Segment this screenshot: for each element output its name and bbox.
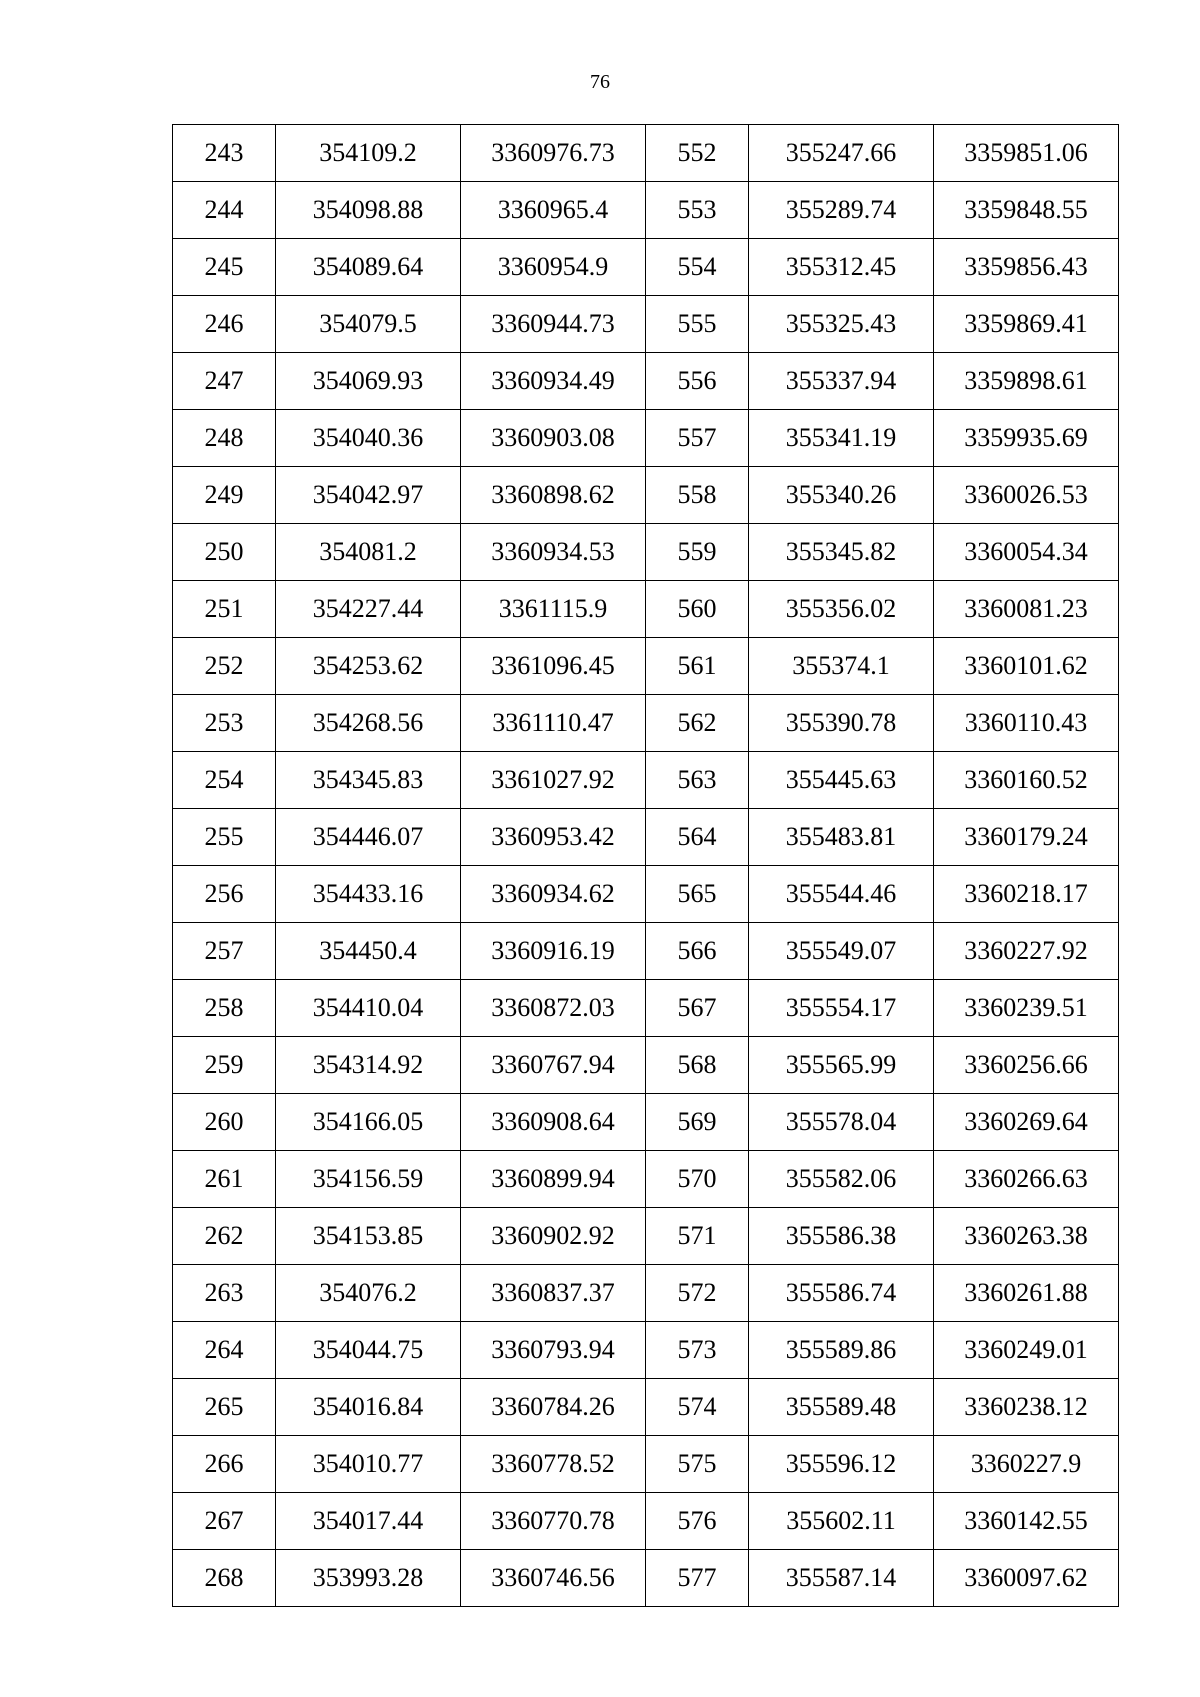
table-row — [173, 695, 1119, 752]
y-coordinate-cell: 3360081.23 — [934, 581, 1119, 638]
point-number-cell: 259 — [173, 1037, 276, 1094]
x-coordinate-cell: 354345.83 — [276, 752, 461, 809]
point-number-cell: 556 — [646, 353, 749, 410]
table-row — [173, 410, 1119, 467]
point-number-cell: 575 — [646, 1436, 749, 1493]
point-number-cell: 571 — [646, 1208, 749, 1265]
x-coordinate-cell: 355589.48 — [749, 1379, 934, 1436]
table-row — [173, 1094, 1119, 1151]
y-coordinate-cell: 3360898.62 — [461, 467, 646, 524]
y-coordinate-cell: 3361115.9 — [461, 581, 646, 638]
point-number-cell: 262 — [173, 1208, 276, 1265]
point-number-cell: 261 — [173, 1151, 276, 1208]
x-coordinate-cell: 355586.74 — [749, 1265, 934, 1322]
x-coordinate-cell: 355554.17 — [749, 980, 934, 1037]
y-coordinate-cell: 3360218.17 — [934, 866, 1119, 923]
point-number-cell: 563 — [646, 752, 749, 809]
x-coordinate-cell: 355587.14 — [749, 1550, 934, 1607]
y-coordinate-cell: 3360770.78 — [461, 1493, 646, 1550]
y-coordinate-cell: 3360249.01 — [934, 1322, 1119, 1379]
y-coordinate-cell: 3361027.92 — [461, 752, 646, 809]
point-number-cell: 562 — [646, 695, 749, 752]
table-row — [173, 524, 1119, 581]
x-coordinate-cell: 355247.66 — [749, 125, 934, 182]
point-number-cell: 245 — [173, 239, 276, 296]
x-coordinate-cell: 355596.12 — [749, 1436, 934, 1493]
x-coordinate-cell: 354156.59 — [276, 1151, 461, 1208]
table-row — [173, 752, 1119, 809]
y-coordinate-cell: 3360097.62 — [934, 1550, 1119, 1607]
table-row — [173, 467, 1119, 524]
y-coordinate-cell: 3360256.66 — [934, 1037, 1119, 1094]
y-coordinate-cell: 3360903.08 — [461, 410, 646, 467]
y-coordinate-cell: 3360899.94 — [461, 1151, 646, 1208]
x-coordinate-cell: 355356.02 — [749, 581, 934, 638]
y-coordinate-cell: 3360179.24 — [934, 809, 1119, 866]
y-coordinate-cell: 3359848.55 — [934, 182, 1119, 239]
point-number-cell: 574 — [646, 1379, 749, 1436]
y-coordinate-cell: 3360916.19 — [461, 923, 646, 980]
point-number-cell: 265 — [173, 1379, 276, 1436]
point-number-cell: 268 — [173, 1550, 276, 1607]
point-number-cell: 552 — [646, 125, 749, 182]
point-number-cell: 572 — [646, 1265, 749, 1322]
x-coordinate-cell: 355340.26 — [749, 467, 934, 524]
y-coordinate-cell: 3360227.92 — [934, 923, 1119, 980]
x-coordinate-cell: 355549.07 — [749, 923, 934, 980]
point-number-cell: 246 — [173, 296, 276, 353]
point-number-cell: 555 — [646, 296, 749, 353]
y-coordinate-cell: 3360872.03 — [461, 980, 646, 1037]
point-number-cell: 257 — [173, 923, 276, 980]
x-coordinate-cell: 354076.2 — [276, 1265, 461, 1322]
y-coordinate-cell: 3360263.38 — [934, 1208, 1119, 1265]
point-number-cell: 256 — [173, 866, 276, 923]
point-number-cell: 247 — [173, 353, 276, 410]
x-coordinate-cell: 354166.05 — [276, 1094, 461, 1151]
y-coordinate-cell: 3360953.42 — [461, 809, 646, 866]
y-coordinate-cell: 3360902.92 — [461, 1208, 646, 1265]
x-coordinate-cell: 354081.2 — [276, 524, 461, 581]
x-coordinate-cell: 355565.99 — [749, 1037, 934, 1094]
y-coordinate-cell: 3360793.94 — [461, 1322, 646, 1379]
y-coordinate-cell: 3360266.63 — [934, 1151, 1119, 1208]
x-coordinate-cell: 354446.07 — [276, 809, 461, 866]
y-coordinate-cell: 3360227.9 — [934, 1436, 1119, 1493]
x-coordinate-cell: 354079.5 — [276, 296, 461, 353]
x-coordinate-cell: 355341.19 — [749, 410, 934, 467]
y-coordinate-cell: 3360778.52 — [461, 1436, 646, 1493]
point-number-cell: 249 — [173, 467, 276, 524]
point-number-cell: 243 — [173, 125, 276, 182]
point-number-cell: 569 — [646, 1094, 749, 1151]
x-coordinate-cell: 354153.85 — [276, 1208, 461, 1265]
table-row — [173, 581, 1119, 638]
x-coordinate-cell: 355589.86 — [749, 1322, 934, 1379]
point-number-cell: 250 — [173, 524, 276, 581]
point-number-cell: 568 — [646, 1037, 749, 1094]
x-coordinate-cell: 354069.93 — [276, 353, 461, 410]
x-coordinate-cell: 355390.78 — [749, 695, 934, 752]
point-number-cell: 564 — [646, 809, 749, 866]
table-row — [173, 296, 1119, 353]
table-row — [173, 1037, 1119, 1094]
y-coordinate-cell: 3360269.64 — [934, 1094, 1119, 1151]
point-number-cell: 252 — [173, 638, 276, 695]
x-coordinate-cell: 354040.36 — [276, 410, 461, 467]
x-coordinate-cell: 355602.11 — [749, 1493, 934, 1550]
y-coordinate-cell: 3360101.62 — [934, 638, 1119, 695]
y-coordinate-cell: 3360054.34 — [934, 524, 1119, 581]
point-number-cell: 570 — [646, 1151, 749, 1208]
x-coordinate-cell: 354450.4 — [276, 923, 461, 980]
x-coordinate-cell: 354253.62 — [276, 638, 461, 695]
x-coordinate-cell: 354017.44 — [276, 1493, 461, 1550]
x-coordinate-cell: 355586.38 — [749, 1208, 934, 1265]
x-coordinate-cell: 354433.16 — [276, 866, 461, 923]
x-coordinate-cell: 354010.77 — [276, 1436, 461, 1493]
point-number-cell: 255 — [173, 809, 276, 866]
point-number-cell: 560 — [646, 581, 749, 638]
coordinate-table — [172, 124, 1119, 1607]
y-coordinate-cell: 3360965.4 — [461, 182, 646, 239]
x-coordinate-cell: 354268.56 — [276, 695, 461, 752]
x-coordinate-cell: 355483.81 — [749, 809, 934, 866]
coordinate-table-body — [173, 125, 1119, 1607]
point-number-cell: 260 — [173, 1094, 276, 1151]
y-coordinate-cell: 3359869.41 — [934, 296, 1119, 353]
x-coordinate-cell: 354227.44 — [276, 581, 461, 638]
y-coordinate-cell: 3360784.26 — [461, 1379, 646, 1436]
x-coordinate-cell: 354109.2 — [276, 125, 461, 182]
x-coordinate-cell: 355445.63 — [749, 752, 934, 809]
y-coordinate-cell: 3360934.53 — [461, 524, 646, 581]
point-number-cell: 557 — [646, 410, 749, 467]
point-number-cell: 566 — [646, 923, 749, 980]
table-row — [173, 239, 1119, 296]
x-coordinate-cell: 354089.64 — [276, 239, 461, 296]
y-coordinate-cell: 3360944.73 — [461, 296, 646, 353]
point-number-cell: 565 — [646, 866, 749, 923]
y-coordinate-cell: 3359856.43 — [934, 239, 1119, 296]
point-number-cell: 559 — [646, 524, 749, 581]
table-row — [173, 1436, 1119, 1493]
table-row — [173, 1379, 1119, 1436]
x-coordinate-cell: 355289.74 — [749, 182, 934, 239]
y-coordinate-cell: 3360954.9 — [461, 239, 646, 296]
y-coordinate-cell: 3360160.52 — [934, 752, 1119, 809]
x-coordinate-cell: 355582.06 — [749, 1151, 934, 1208]
y-coordinate-cell: 3359935.69 — [934, 410, 1119, 467]
y-coordinate-cell: 3360837.37 — [461, 1265, 646, 1322]
y-coordinate-cell: 3360934.49 — [461, 353, 646, 410]
point-number-cell: 253 — [173, 695, 276, 752]
x-coordinate-cell: 354044.75 — [276, 1322, 461, 1379]
point-number-cell: 576 — [646, 1493, 749, 1550]
x-coordinate-cell: 354314.92 — [276, 1037, 461, 1094]
page-number: 76 — [590, 71, 610, 93]
point-number-cell: 244 — [173, 182, 276, 239]
point-number-cell: 251 — [173, 581, 276, 638]
y-coordinate-cell: 3360261.88 — [934, 1265, 1119, 1322]
table-row — [173, 1550, 1119, 1607]
point-number-cell: 254 — [173, 752, 276, 809]
table-row — [173, 866, 1119, 923]
point-number-cell: 267 — [173, 1493, 276, 1550]
point-number-cell: 558 — [646, 467, 749, 524]
table-row — [173, 809, 1119, 866]
point-number-cell: 248 — [173, 410, 276, 467]
x-coordinate-cell: 355374.1 — [749, 638, 934, 695]
point-number-cell: 573 — [646, 1322, 749, 1379]
y-coordinate-cell: 3360976.73 — [461, 125, 646, 182]
point-number-cell: 553 — [646, 182, 749, 239]
table-row — [173, 1208, 1119, 1265]
table-row — [173, 1151, 1119, 1208]
y-coordinate-cell: 3359851.06 — [934, 125, 1119, 182]
x-coordinate-cell: 355312.45 — [749, 239, 934, 296]
table-row — [173, 353, 1119, 410]
x-coordinate-cell: 353993.28 — [276, 1550, 461, 1607]
table-row — [173, 638, 1119, 695]
table-row — [173, 923, 1119, 980]
y-coordinate-cell: 3360767.94 — [461, 1037, 646, 1094]
y-coordinate-cell: 3361096.45 — [461, 638, 646, 695]
y-coordinate-cell: 3360238.12 — [934, 1379, 1119, 1436]
y-coordinate-cell: 3359898.61 — [934, 353, 1119, 410]
point-number-cell: 577 — [646, 1550, 749, 1607]
x-coordinate-cell: 354042.97 — [276, 467, 461, 524]
y-coordinate-cell: 3360934.62 — [461, 866, 646, 923]
y-coordinate-cell: 3360110.43 — [934, 695, 1119, 752]
x-coordinate-cell: 355325.43 — [749, 296, 934, 353]
x-coordinate-cell: 354410.04 — [276, 980, 461, 1037]
point-number-cell: 266 — [173, 1436, 276, 1493]
y-coordinate-cell: 3360026.53 — [934, 467, 1119, 524]
y-coordinate-cell: 3360746.56 — [461, 1550, 646, 1607]
x-coordinate-cell: 355337.94 — [749, 353, 934, 410]
point-number-cell: 561 — [646, 638, 749, 695]
y-coordinate-cell: 3360239.51 — [934, 980, 1119, 1037]
y-coordinate-cell: 3361110.47 — [461, 695, 646, 752]
point-number-cell: 264 — [173, 1322, 276, 1379]
x-coordinate-cell: 355345.82 — [749, 524, 934, 581]
point-number-cell: 567 — [646, 980, 749, 1037]
y-coordinate-cell: 3360142.55 — [934, 1493, 1119, 1550]
table-row — [173, 980, 1119, 1037]
x-coordinate-cell: 354098.88 — [276, 182, 461, 239]
point-number-cell: 554 — [646, 239, 749, 296]
point-number-cell: 263 — [173, 1265, 276, 1322]
table-row — [173, 125, 1119, 182]
x-coordinate-cell: 355544.46 — [749, 866, 934, 923]
x-coordinate-cell: 355578.04 — [749, 1094, 934, 1151]
point-number-cell: 258 — [173, 980, 276, 1037]
table-row — [173, 1493, 1119, 1550]
table-row — [173, 1265, 1119, 1322]
x-coordinate-cell: 354016.84 — [276, 1379, 461, 1436]
y-coordinate-cell: 3360908.64 — [461, 1094, 646, 1151]
table-row — [173, 182, 1119, 239]
table-row — [173, 1322, 1119, 1379]
